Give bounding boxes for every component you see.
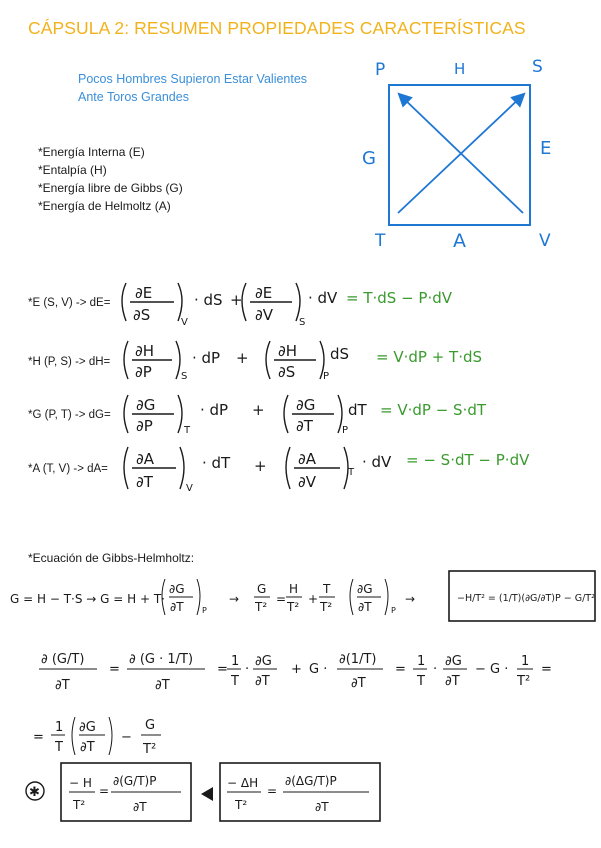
svg-text:dT: dT xyxy=(348,401,367,419)
svg-text:∂G: ∂G xyxy=(169,582,185,596)
svg-text:+: + xyxy=(291,662,302,677)
svg-text:+: + xyxy=(308,592,319,606)
eq-e-rhs: = T·dS − P·dV xyxy=(346,289,453,307)
svg-text:∂H: ∂H xyxy=(135,342,155,360)
svg-text:∂V: ∂V xyxy=(255,306,274,324)
svg-text:∂(G/T)P: ∂(G/T)P xyxy=(113,774,157,788)
mnemonic-line-1: Pocos Hombres Supieron Estar Valientes xyxy=(78,72,308,86)
svg-text:=: = xyxy=(217,662,228,677)
svg-text:G = H − T·S → G = H + T·: G = H − T·S → G = H + T· xyxy=(10,592,165,606)
svg-text:· dV: · dV xyxy=(362,453,392,471)
svg-text:=: = xyxy=(395,662,406,677)
svg-text:=: = xyxy=(109,662,120,677)
svg-text:T: T xyxy=(417,674,425,689)
svg-text:∂ (G · 1/T): ∂ (G · 1/T) xyxy=(129,652,194,667)
eq-e-label: *E (S, V) -> dE= xyxy=(28,297,111,309)
property-enthalpy: *Entalpía (H) xyxy=(38,163,107,177)
svg-text:∂V: ∂V xyxy=(298,473,317,491)
svg-text:T: T xyxy=(55,740,63,755)
svg-text:T²: T² xyxy=(235,798,248,812)
svg-text:+: + xyxy=(230,291,243,309)
svg-text:∂T: ∂T xyxy=(80,740,95,755)
svg-text:1: 1 xyxy=(55,720,64,735)
svg-text:P: P xyxy=(323,371,330,382)
property-helmholtz: *Energía de Helmoltz (A) xyxy=(38,199,171,213)
svg-text:V: V xyxy=(186,483,193,494)
svg-text:T²: T² xyxy=(255,600,268,614)
svg-text:+: + xyxy=(252,401,265,419)
eq-a-label: *A (T, V) -> dA= xyxy=(28,463,108,475)
eq-h-rhs: = V·dP + T·dS xyxy=(376,348,483,366)
eq-a-rhs: = − S·dT − P·dV xyxy=(406,451,530,469)
svg-text:S: S xyxy=(299,317,306,328)
svg-text:T²: T² xyxy=(287,600,300,614)
svg-text:∂P: ∂P xyxy=(136,417,153,435)
svg-text:P: P xyxy=(342,425,349,436)
svg-text:✱: ✱ xyxy=(29,785,40,800)
svg-text:∂E: ∂E xyxy=(135,284,153,302)
svg-text:dS: dS xyxy=(330,345,350,363)
svg-text:∂E: ∂E xyxy=(255,284,273,302)
eq-h-label: *H (P, S) -> dH= xyxy=(28,356,111,368)
svg-text:→: → xyxy=(229,592,240,606)
svg-text:∂T: ∂T xyxy=(315,800,329,814)
svg-text:∂T: ∂T xyxy=(170,600,184,614)
svg-text:1: 1 xyxy=(521,654,530,669)
svg-text:T: T xyxy=(348,467,355,478)
svg-text:− G ·: − G · xyxy=(475,662,509,677)
svg-text:∂T: ∂T xyxy=(296,417,313,435)
svg-text:∂H: ∂H xyxy=(278,342,298,360)
svg-text:∂G: ∂G xyxy=(79,720,96,735)
svg-text:∂(ΔG/T)P: ∂(ΔG/T)P xyxy=(285,774,337,788)
svg-text:∂S: ∂S xyxy=(278,363,296,381)
svg-text:S: S xyxy=(181,371,188,382)
svg-text:1: 1 xyxy=(231,654,240,669)
svg-text:∂T: ∂T xyxy=(55,678,70,693)
page-title: CÁPSULA 2: RESUMEN PROPIEDADES CARACTERÍSTICAS xyxy=(28,18,526,38)
svg-text:V: V xyxy=(181,317,188,328)
svg-text:=: = xyxy=(99,784,110,798)
svg-text:· dS: · dS xyxy=(194,291,223,309)
svg-text:G ·: G · xyxy=(309,662,328,677)
svg-text:· dP: · dP xyxy=(192,349,221,367)
handwritten-equations xyxy=(118,275,598,505)
svg-text:→: → xyxy=(405,592,416,606)
svg-text:P: P xyxy=(202,606,207,615)
svg-text:−: − xyxy=(121,730,132,745)
svg-text:· dV: · dV xyxy=(308,289,338,307)
svg-text:∂G: ∂G xyxy=(357,582,373,596)
svg-text:=: = xyxy=(276,592,287,606)
svg-text:∂A: ∂A xyxy=(136,450,155,468)
svg-text:T: T xyxy=(184,425,191,436)
svg-text:·: · xyxy=(245,662,250,677)
svg-text:H: H xyxy=(289,582,299,596)
svg-text:1: 1 xyxy=(417,654,426,669)
svg-text:T²: T² xyxy=(143,742,157,757)
properties-list xyxy=(38,143,183,215)
gibbs-helmholtz-heading: *Ecuación de Gibbs-Helmholtz: xyxy=(28,551,195,565)
property-internal-energy: *Energía Interna (E) xyxy=(38,145,145,159)
svg-text:+: + xyxy=(254,457,267,475)
svg-text:·: · xyxy=(433,662,438,677)
svg-text:∂T: ∂T xyxy=(351,676,366,691)
svg-text:=: = xyxy=(267,784,278,798)
starred-result xyxy=(26,763,380,821)
svg-text:· dT: · dT xyxy=(202,454,231,472)
side-e: E xyxy=(540,138,552,159)
svg-text:· dP: · dP xyxy=(200,401,229,419)
result-box-text: −H/T² = (1/T)(∂G/∂T)P − G/T² xyxy=(457,593,595,604)
gibbs-helmholtz-derivation xyxy=(5,565,599,843)
corner-h: H xyxy=(454,60,466,78)
mnemonic-line-2: Ante Toros Grandes xyxy=(78,90,189,104)
svg-text:G: G xyxy=(145,718,156,733)
svg-text:∂G: ∂G xyxy=(445,654,462,669)
svg-text:∂T: ∂T xyxy=(445,674,460,689)
svg-text:G: G xyxy=(257,582,267,596)
svg-text:∂T: ∂T xyxy=(133,800,147,814)
svg-text:P: P xyxy=(391,606,396,615)
svg-text:∂G: ∂G xyxy=(136,396,156,414)
corner-p: P xyxy=(375,60,386,80)
svg-text:∂S: ∂S xyxy=(133,306,151,324)
mnemonic-text xyxy=(78,70,307,106)
svg-text:− H: − H xyxy=(69,776,92,790)
eq-g-rhs: = V·dP − S·dT xyxy=(380,401,487,419)
eq-g-label: *G (P, T) -> dG= xyxy=(28,409,111,421)
thermodynamic-square xyxy=(355,50,575,255)
property-gibbs: *Energía libre de Gibbs (G) xyxy=(38,181,183,195)
svg-text:∂G: ∂G xyxy=(296,396,316,414)
svg-text:T²: T² xyxy=(73,798,86,812)
svg-text:T²: T² xyxy=(320,600,333,614)
corner-s: S xyxy=(532,57,543,77)
svg-text:∂G: ∂G xyxy=(255,654,272,669)
svg-text:=: = xyxy=(541,662,552,677)
svg-text:∂T: ∂T xyxy=(155,678,170,693)
svg-text:∂(1/T): ∂(1/T) xyxy=(339,652,377,667)
corner-t: T xyxy=(375,231,386,251)
svg-text:∂ (G/T): ∂ (G/T) xyxy=(41,652,85,667)
svg-text:+: + xyxy=(236,349,249,367)
corner-v: V xyxy=(539,231,551,251)
svg-text:− ΔH: − ΔH xyxy=(227,776,259,790)
side-a: A xyxy=(453,230,466,252)
svg-text:∂A: ∂A xyxy=(298,450,317,468)
svg-text:T²: T² xyxy=(517,674,531,689)
svg-text:∂P: ∂P xyxy=(135,363,152,381)
svg-text:T: T xyxy=(231,674,239,689)
svg-text:T: T xyxy=(323,582,331,596)
svg-text:∂T: ∂T xyxy=(136,473,153,491)
arrow-right-icon xyxy=(201,787,213,801)
side-g: G xyxy=(362,148,376,169)
svg-text:∂T: ∂T xyxy=(255,674,270,689)
svg-text:=: = xyxy=(33,730,44,745)
svg-text:∂T: ∂T xyxy=(358,600,372,614)
